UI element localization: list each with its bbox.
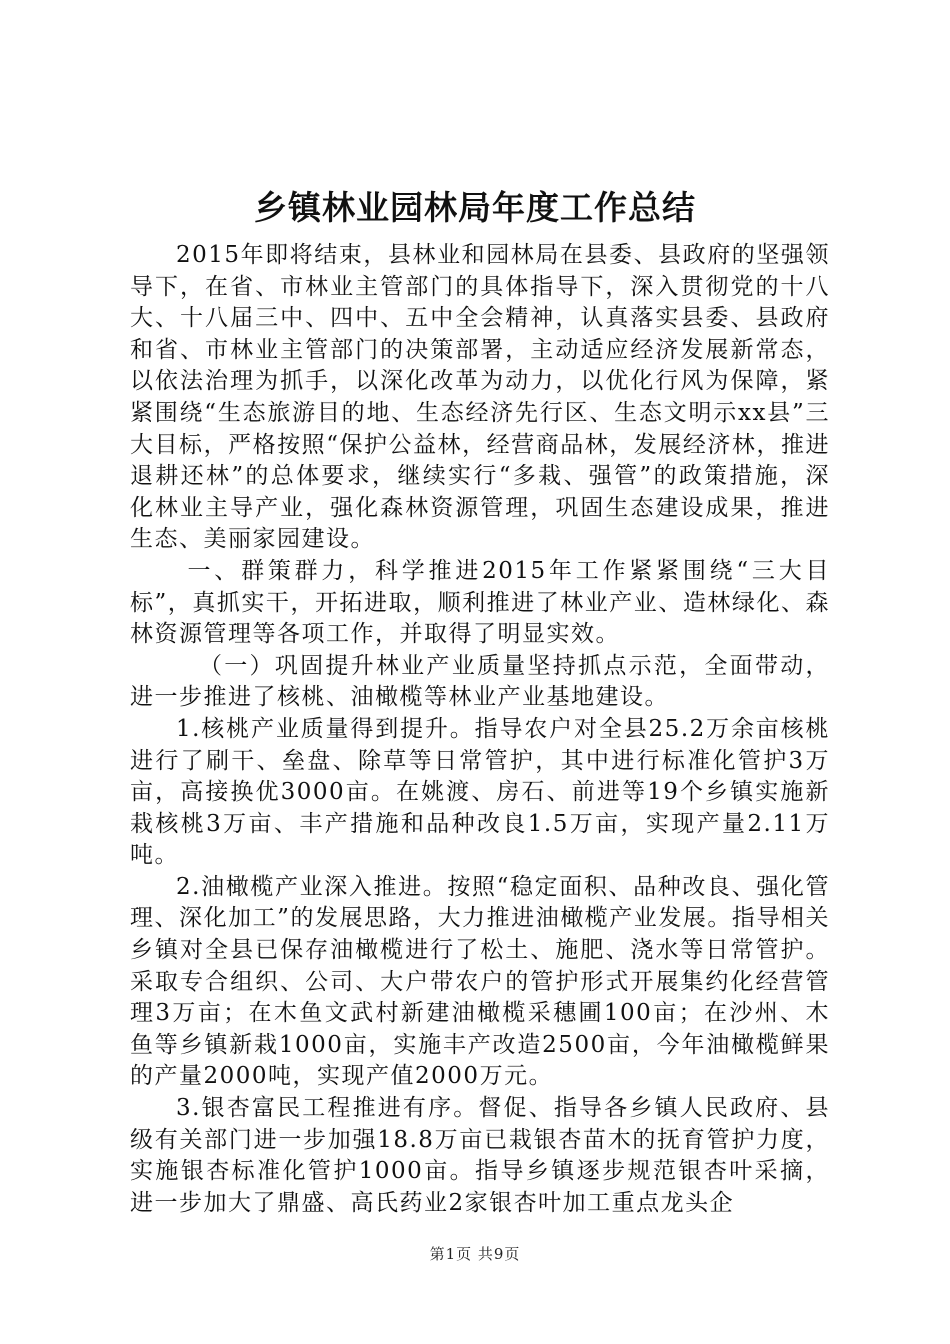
item-ginkgo-paragraph: 3.银杏富民工程推进有序。督促、指导各乡镇人民政府、县级有关部门进一步加强18.8万亩已栽银杏苗木的抚育管护力度，实施银杏标准化管护1000亩。指导乡镇逐步规范银杏叶采摘，进一步加大了鼎盛、高氏药业2家银杏叶加工重点龙头企 xyxy=(130,1095,830,1216)
page-number-footer: 第1页 共9页 xyxy=(429,1245,521,1263)
item-olive-paragraph: 2.油橄榄产业深入推进。按照“稳定面积、品种改良、强化管理、深化加工”的发展思路，大力推进油橄榄产业发展。指导相关乡镇对全县已保存油橄榄进行了松土、施肥、浇水等日常管护。采取专合组织、公司、大户带农户的管护形式开展集约化经营管理3万亩；在木鱼文武村新建油橄榄采穗圃100亩；在沙州、木鱼等乡镇新栽1000亩，实施丰产改造2500亩，今年油橄榄鲜果的产量2000吨，实现产值2000万元。 xyxy=(130,873,830,1090)
document-body xyxy=(130,240,830,1219)
document-title: 乡镇林业园林局年度工作总结 xyxy=(254,188,696,227)
subsection-heading-one: （一）巩固提升林业产业质量坚持抓点示范，全面带动，进一步推进了核桃、油橄榄等林业产业基地建设。 xyxy=(130,652,830,711)
item-walnut-paragraph: 1.核桃产业质量得到提升。指导农户对全县25.2万余亩核桃进行了刷干、垒盘、除草等日常管护，其中进行标准化管护3万亩，高接换优3000亩。在姚渡、房石、前进等19个乡镇实施新栽核桃3万亩、丰产措施和品种改良1.5万亩，实现产量2.11万吨。 xyxy=(130,715,830,869)
intro-paragraph: 2015年即将结束，县林业和园林局在县委、县政府的坚强领导下，在省、市林业主管部门的具体指导下，深入贯彻党的十八大、十八届三中、四中、五中全会精神，认真落实县委、县政府和省、市林业主管部门的决策部署，主动适应经济发展新常态，以依法治理为抓手，以深化改革为动力，以优化行风为保障，紧紧围绕“生态旅游目的地、生态经济先行区、生态文明示xx县”三大目标，严格按照“保护公益林，经营商品林，发展经济林，推进退耕还林”的总体要求，继续实行“多栽、强管”的政策措施，深化林业主导产业，强化森林资源管理，巩固生态建设成果，推进生态、美丽家园建设。 xyxy=(130,242,830,553)
section-heading-one: 一、群策群力，科学推进2015年工作紧紧围绕“三大目标”，真抓实干，开拓进取，顺利推进了林业产业、造林绿化、森林资源管理等各项工作，并取得了明显实效。 xyxy=(130,557,830,648)
